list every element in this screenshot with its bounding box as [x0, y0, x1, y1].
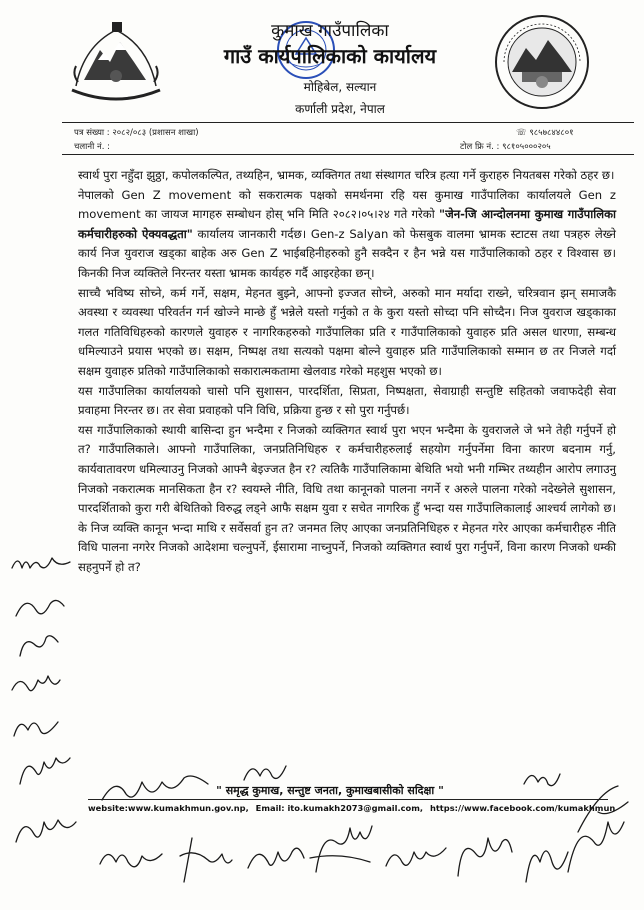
office-title: गाउँ कार्यपालिकाको कार्यालय — [223, 44, 437, 68]
website-link[interactable]: website:www.kumakhmun.gov.np, — [88, 803, 249, 813]
header-divider — [62, 122, 634, 123]
signature — [8, 670, 64, 704]
signature — [306, 818, 376, 882]
signature — [382, 840, 452, 880]
paragraph-2: नेपालको Gen Z movement को सकरात्मक पक्षको समर्थनमा रहि यस कुमाख गाउँपालिका कार्यालयले Gen z movement का जायज मागहरु सम्बोधन होस् भनि मिति २०८२।०५।२४ गते गरेको "जेन-जि आन्दोलनमा कुमाख गाउँपालिका कर्मचारीहरुको ऐक्यवद्धता" कार्यालय जानकारी गर्दछ। Gen-z Salyan को फेसबुक वालमा भ्रामक स्टाटस तथा पत्रहरु लेख्ने कार्य निज युवराज खड्का बाहेक अरु Gen Z भाईबहिनीहरुको हुनै सक्दैन र हैन भन्ने यस गाउँपालिकाको ठहर र विश्वास छ। किनकी निज व्यक्तिले निरन्तर यस्ता भ्रामक कार्यहरु गर्दै आइरहेका छन्। — [78, 187, 616, 280]
nepal-emblem-logo — [64, 16, 168, 108]
signature — [10, 812, 80, 856]
toll-free-number: टोल फ्रि नं. : ९८१०५०००२०५ — [460, 142, 551, 152]
signature — [14, 630, 62, 662]
signature — [176, 832, 236, 888]
signature — [244, 838, 308, 882]
paragraph-3: साच्चै भविष्य सोच्ने, कर्म गर्ने, सक्षम, मेहनत बुझ्ने, आफ्नो इज्जत सोच्ने, अरुको मान मर्यादा राख्ने, चरित्रवान झन् समाजकै अवस्था र व्यवस्था परिवर्तन गर्न खोज्ने मान्छे हुँ भन्नेले यस्तो गर्नुको त के कुरा यस्तो सोच्दा पनि सोच्दैन। निज युवराज खड्काका गलत गतिविधिहरुको कारणले युवाहरु र नागरिकहरुको गाउँपालिका प्रति र गाउँपालिकाको युवाहरु प्रति असल धारणा, सम्बन्ध धमिल्याउने प्रयास भएको छ। सक्षम, निष्पक्ष तथा सत्यको पक्षमा बोल्ने युवाहरु प्रति गाउँपालिकाको सम्मान छ तर निजले गर्दा सक्षम युवाहरु प्रतिको गाउँपालिकाको सकारात्मकतामा खेलवाड गरेको महशुस भएको छ। — [78, 285, 616, 378]
email-link[interactable]: Email: ito.kumakh2073@gmail.com, — [255, 803, 424, 813]
signature — [452, 826, 516, 886]
paragraph-4: यस गाउँपालिका कार्यालयको चासो पनि सुशासन, पारदर्शिता, सिप्रता, निष्पक्षता, सेवाग्राही सन्तुष्टि सहितको जवाफदेही सेवा प्रवाहमा निरन्तर छ। तर सेवा प्रवाहको पनि विधि, प्रक्रिया हुन्छ र सो पुरा गर्नुपर्छ। — [78, 383, 616, 418]
signature — [96, 770, 216, 810]
motto-slogan: " समृद्ध कुमाख, सन्तुष्ट जनता, कुमाखबासीको सदिक्षा " — [216, 784, 444, 797]
signature — [14, 752, 74, 792]
paragraph-5: यस गाउँपालिकाको स्थायी बासिन्दा हुन भन्दैमा र निजको व्यक्तिगत स्वार्थ पुरा भएन भन्दैमा के युवराजले जे भने तेही गर्नुपर्ने हो त? गाउँपालिकाले। आफ्नो गाउँपालिका, जनप्रतिनिधिहरु र कर्मचारीहरुलाई सहयोग गर्नुपर्नेमा विना कारण बदनाम गर्नु, कार्यवातावरण धमिल्याउनु निजको आफ्नै बेइज्जत हैन र? त्यतिकै गाउँपालिकामा बेथिति भयो भनी गम्भिर तथ्यहीन आरोप लगाउनु निजको नकरात्मक मानसिकता हैन र? स्वयम्ले नीति, विधि तथा कानूनको पालना नगर्ने र अरुले पालना गरेको नदेख्नेले सुशासन, पारदर्शिताको कुरा गरी बेथितिको विरुद्ध लड्ने आफै सक्षम युवा र सचेत नागरिक हुँ भन्दा यस गाउँपालिकालाई आश्चर्य लागेको छ। के निज व्यक्ति कानून भन्दा माथि र सर्वेसर्वा हुन त? जनमत लिए आएका जनप्रतिनिधिहरु र मेहनत गरेर आएका कर्मचारीहरु नीति विधि पालना नगरेर निजको आदेशमा चल्नुपर्ने, ईसारामा नाच्नुपर्ने, निजको व्यक्तिगत स्वार्थ पुरा गर्नुपर्ने, विना कारण निजको धम्की सहनुपर्ने हो त? — [78, 422, 616, 574]
province-name: कर्णाली प्रदेश, नेपाल — [295, 102, 385, 116]
signature — [96, 842, 166, 882]
dispatch-number: चलानी नं. : — [74, 142, 110, 152]
letter-number: पत्र संख्या : २०८२/०८३ (प्रशासन शाखा) — [74, 128, 199, 138]
meta-divider — [62, 154, 634, 155]
signature — [520, 764, 564, 790]
signature — [12, 592, 68, 622]
quoted-notice-title: "जेन-जि आन्दोलनमा कुमाख गाउँपालिका कर्मचारीहरुको ऐक्यवद्धता" — [78, 207, 616, 241]
paragraph-1: स्वार्थ पुरा नहुँदा झुठ्ठा, कपोलकल्पित, तथ्यहिन, भ्रामक, व्यक्तिगत तथा संस्थागत चरित्र हत्या गर्ने कुराहरु नियतबस गरेको ठहर छ। — [78, 168, 615, 182]
signature — [8, 548, 74, 578]
signature — [10, 712, 62, 746]
facebook-link[interactable]: https://www.facebook.com/kumakhmun — [429, 803, 616, 813]
office-location: मोहिबेल, सल्यान — [303, 80, 377, 94]
letter-body — [78, 166, 616, 577]
municipality-logo — [492, 12, 592, 112]
signature — [558, 772, 638, 882]
municipality-name: कुमाख गाउँपालिका — [271, 21, 389, 41]
signature — [240, 756, 290, 786]
phone-number: ☏ ९८५७८४४८०१ — [516, 128, 574, 138]
